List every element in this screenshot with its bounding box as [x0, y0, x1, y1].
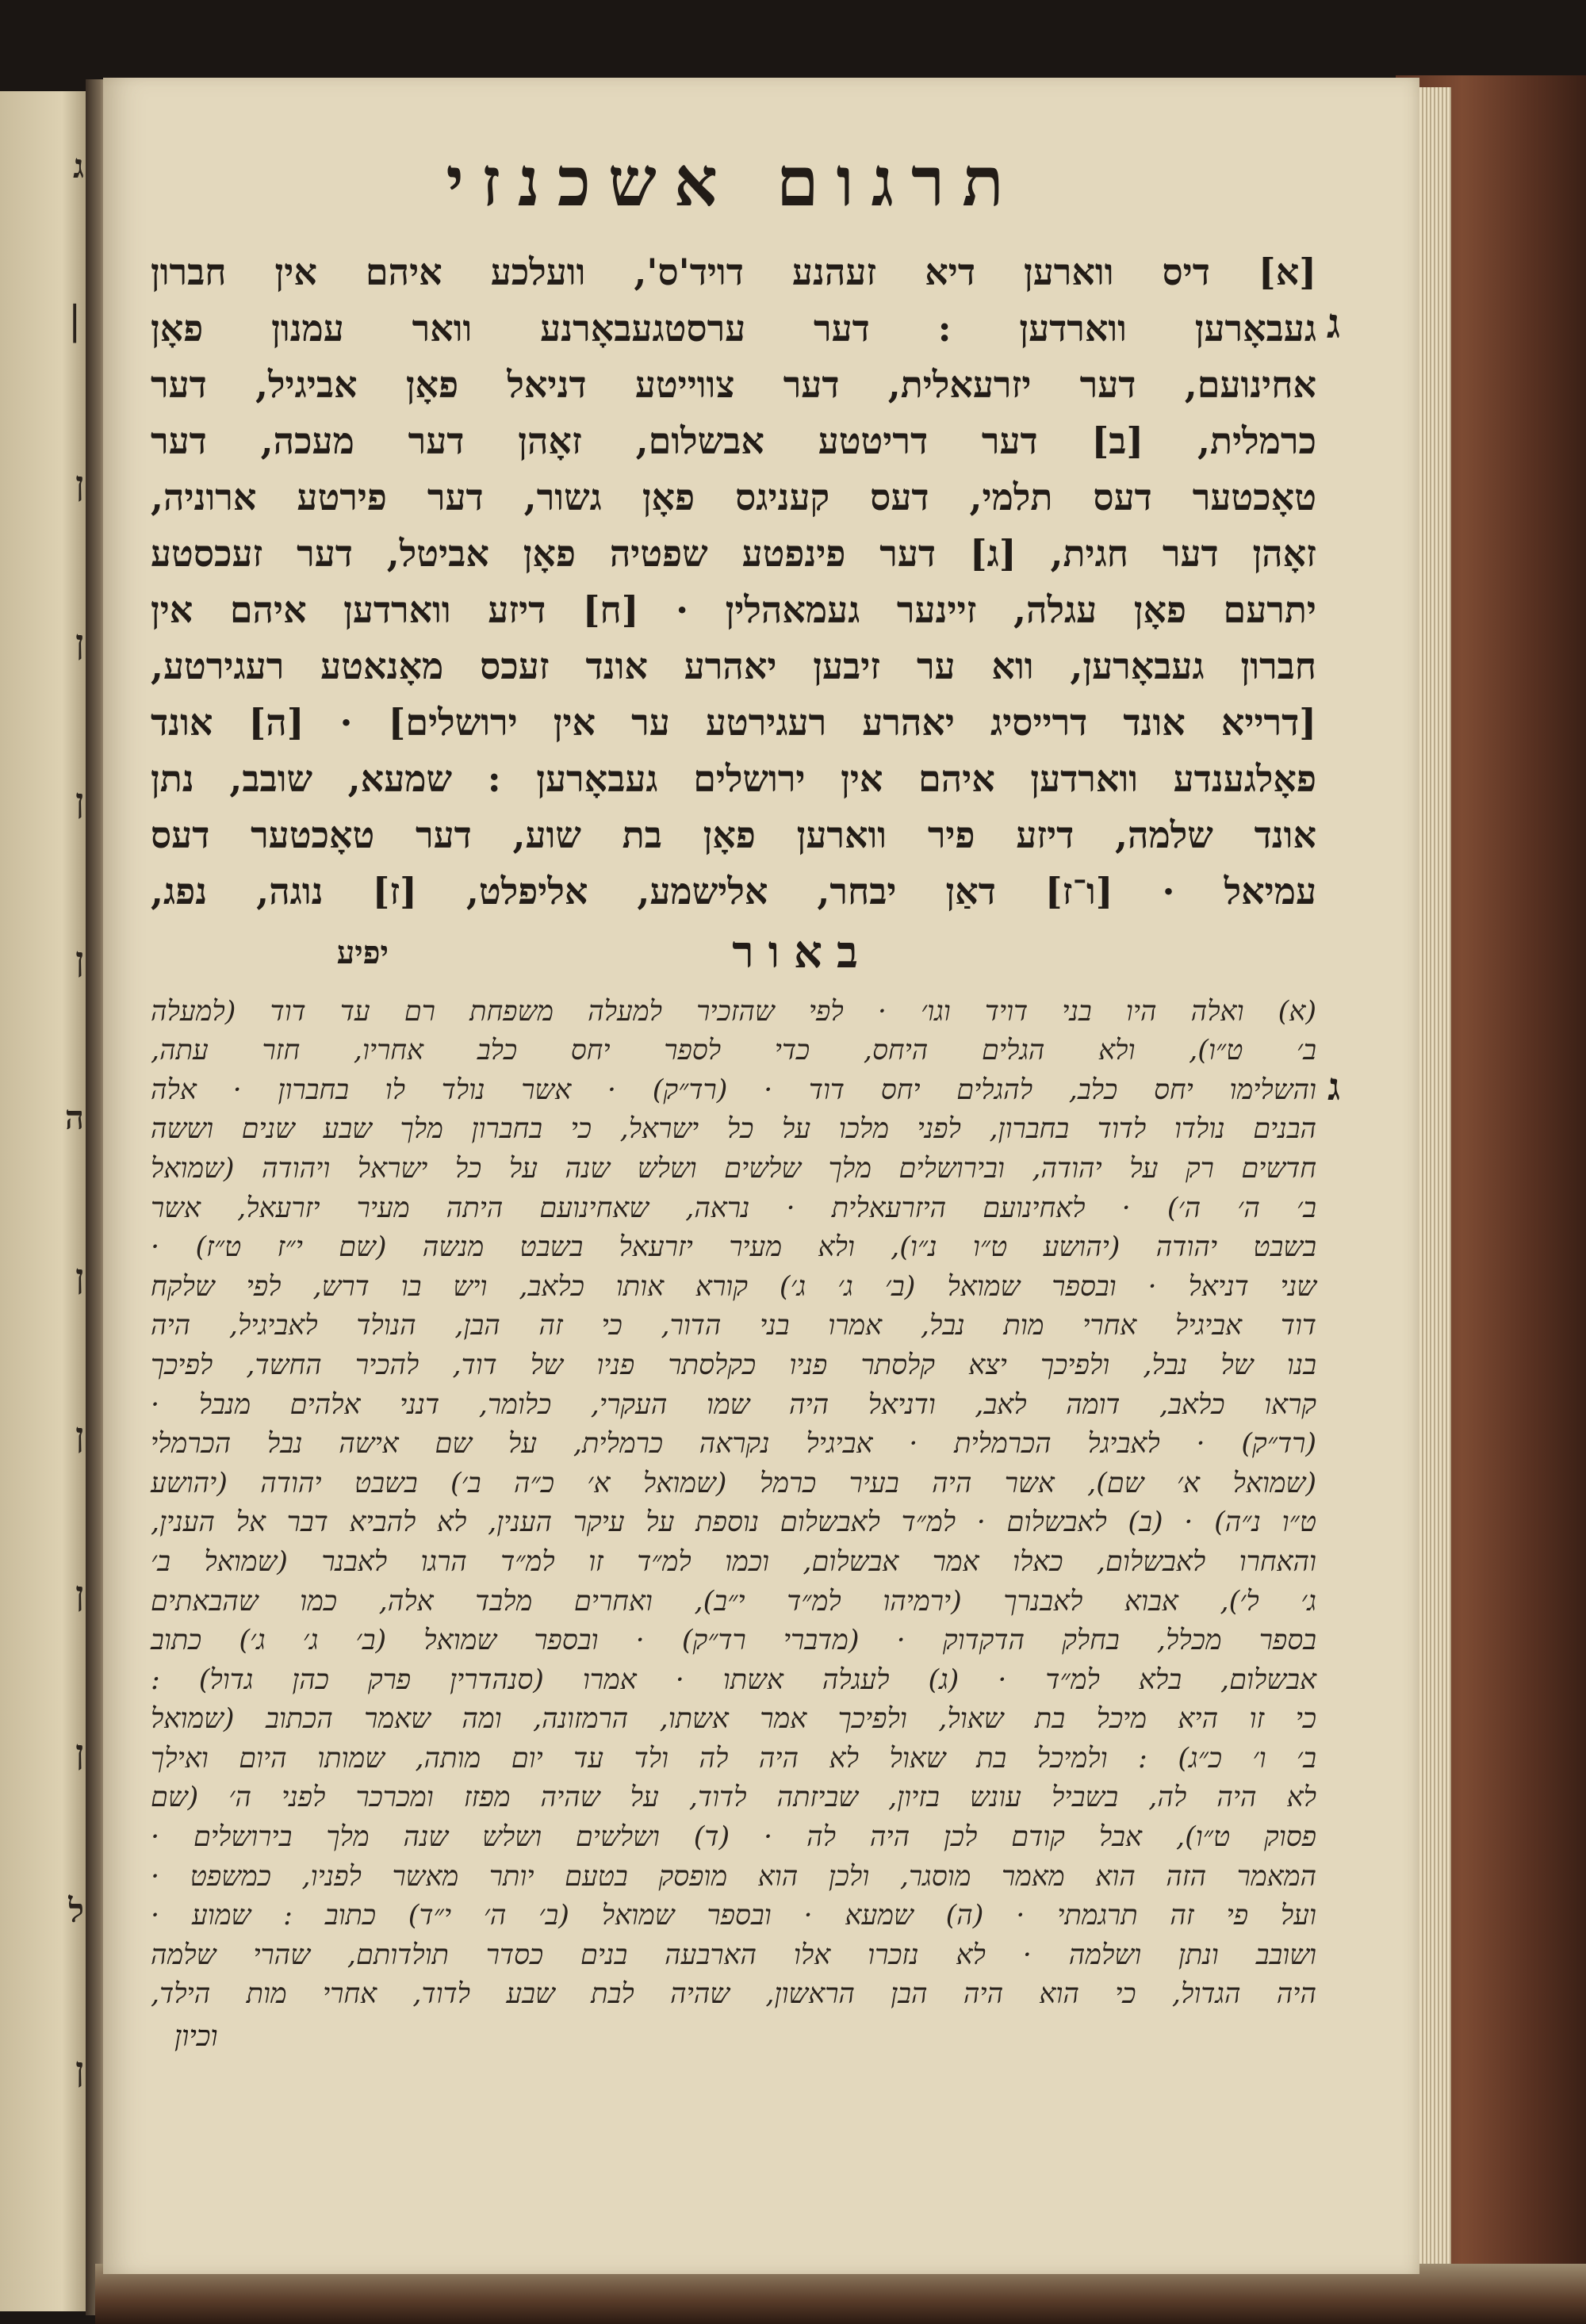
left-page-mark: ן — [75, 1415, 84, 1454]
right-page — [103, 78, 1419, 2274]
commentary-line: ג׳ ל׳), אבוא לאבנרך (ירמיהו למ״ד י״ב), ואחרים מלבד אלה, כמו שהבאתים — [151, 1585, 1316, 1618]
main-translation-text — [151, 244, 1316, 920]
main-text-line: אונד שלמה, דיזע פיר ווארען פאָן בת שוע, דער טאָכטער דעס — [151, 813, 1316, 856]
commentary-line: (שמואל א׳ שם), אשר היה בעיר כרמל (שמואל א׳ כ״ה ב׳) בשבט יהודה (יהושע — [151, 1467, 1316, 1499]
main-text-line: פאָלגענדע ווארדען איהם אין ירושלים געבאָרען : שמעא, שובב, נתן — [151, 756, 1316, 800]
commentary-chapter-mark: ג — [1327, 1065, 1340, 1109]
commentary-line: (א) ואלה היו בני דויד וגו׳ · לפי שהזכיר למעלה משפחת רם עד דוד (למעלה — [151, 995, 1316, 1028]
main-text-line: געבאָרען ווארדען : דער ערסטגעבאָרנע וואר עמנון פאָן — [151, 306, 1316, 350]
left-page-mark: ן — [75, 781, 84, 820]
commentary-line: כי זו היא מיכל בת שאול, ולפיכך אמר אשתו, הרמזונה, ומה שאמר הכתוב (שמואל — [151, 1703, 1316, 1736]
commentary-line: בספר מכלל, בחלק הדקדוק · (מדברי רד״ק) · ובספר שמואל (ב׳ ג׳ ג׳) כתוב — [151, 1625, 1316, 1657]
left-page-mark: ן — [75, 940, 84, 978]
left-page-mark: ן — [75, 464, 84, 503]
left-page-mark: ן — [75, 622, 84, 661]
main-text-line: עמיאל · [ו־ז] דאַן יבחר, אלישמע, אליפלט, [ז] נוגה, נפג, — [151, 869, 1316, 913]
commentary-line: הבנים נולדו לדוד בחברון, לפני מלכו על כל ישראל, כי בחברון מלך שבע שנים וששה — [151, 1113, 1316, 1146]
main-text-line: טאָכטער דעס תלמי, דעס קעניגס פאָן גשור, דער פירטע ארוניה, — [151, 475, 1316, 519]
left-page-mark: ן — [75, 2050, 84, 2089]
commentary-text — [151, 993, 1316, 2015]
main-text-line: יתרעם פאָן עגלה, זיינער געמאהלין · [ח] דיזע ווארדען איהם אין — [151, 588, 1316, 631]
commentary-line: המאמר הזה הוא מאמר מוסגר, ולכן הוא מופסק בטעם יותר מאשר לפניו, כמשפט · — [151, 1860, 1316, 1893]
page-header-title: תרגום אשכנזי — [446, 142, 1021, 222]
commentary-line: ב׳ ו׳ כ״ג) : ולמיכל בת שאול לא היה לה ולד עד יום מותה, שמותו היום ואילך — [151, 1742, 1316, 1775]
commentary-line: קראו כלאב, דומה לאב, ודניאל היה שמו העקרי, כלומר, דנני אלהים מנבל · — [151, 1388, 1316, 1421]
section-heading-row — [151, 926, 1316, 988]
left-page-mark: ן — [75, 1732, 84, 1771]
commentary-line: (רד״ק) · לאביגל הכרמלית · אביגיל נקראה כרמלית, על שם אישה נבל הכרמלי — [151, 1428, 1316, 1461]
main-text-line: חברון געבאָרען, ווא ער זיבען יאהרע אונד זעכס מאָנאטע רעגירטע, — [151, 644, 1316, 687]
section-title: באור — [732, 925, 872, 978]
commentary-line: בשבט יהודה (יהושע ט״ו נ״ו), ולא מעיר יזרעאל בשבט מנשה (שם י״ז ט״ז) · — [151, 1231, 1316, 1264]
left-page-mark: ג — [73, 147, 84, 186]
left-page-mark: ל — [68, 1891, 84, 1930]
main-text-line: כרמלית, [ב] דער דריטטע אבשלום, זאָהן דער מעכה, דער — [151, 419, 1316, 462]
left-page-marks — [52, 147, 84, 2208]
left-page-mark: ן — [75, 1257, 84, 1296]
left-page-mark: ׀ — [65, 305, 84, 344]
commentary-line: אבשלום, בלא למ״ד · (ג) לעגלה אשתו · אמרו (סנהדרין פרק כהן גדול) : — [151, 1664, 1316, 1696]
section-catchword: יפיע — [336, 933, 389, 971]
main-text-line: [דרייא אונד דרייסיג יאהרע רעגירטע ער אין ירושלים] · [ה] אונד — [151, 700, 1316, 744]
commentary-line: ב׳ ה׳ ה׳) · לאחינועם היזרעאלית · נראה, שאחינועם היתה מעיר יזרעאל, אשר — [151, 1192, 1316, 1224]
page-catchword: וכיון — [174, 2020, 218, 2054]
commentary-line: ושובב ונתן ושלמה · לא נזכרו אלו הארבעה בנים כסדר תולדותם, שהרי שלמה — [151, 1939, 1316, 1971]
commentary-line: והשלימו יחס כלב, להגלים יחס דוד · (רד״ק) · אשר נולד לו בחברון · אלה — [151, 1074, 1316, 1106]
left-page-mark: ה — [64, 1098, 84, 1137]
main-text-line: [א] דיס ווארען דיא זעהנע דויד'ס', וועלכע איהם אין חברון — [151, 250, 1316, 293]
chapter-mark: ג — [1326, 300, 1340, 348]
left-page-mark: ן — [75, 1574, 84, 1613]
page-content — [151, 142, 1340, 2054]
commentary-line: והאחרו לאבשלום, כאלו אמר אבשלום, וכמו למ״ד זו למ״ד הרגו לאבנר (שמואל ב׳ — [151, 1545, 1316, 1578]
left-facing-page — [0, 91, 89, 2311]
main-text-line: זאָהן דער חגית, [ג] דער פינפטע שפטיה פאָן אביטל, דער זעכסטע — [151, 531, 1316, 575]
commentary-line: לא היה לה, בשביל עונש בזיון, שביזתה לדוד, על שהיה מפזז ומכרכר לפני ה׳ (שם — [151, 1782, 1316, 1814]
commentary-line: ט״ו נ״ה) · (ב) לאבשלום · למ״ד לאבשלום נוספת על עיקר הענין, לא להביא דבר אל הענין, — [151, 1507, 1316, 1539]
main-text-line: אחינועם, דער יזרעאלית, דער צווייטע דניאל פאָן אביגיל, דער — [151, 362, 1316, 406]
commentary-line: היה הגדול, כי הוא היה הבן הראשון, שהיה לבת שבע לדוד, אחרי מות הילד, — [151, 1978, 1316, 2011]
commentary-line: ועל פי זה תרגמתי · (ה) שמעא · ובספר שמואל (ב׳ ה׳ י״ד) כתוב : שמוע · — [151, 1900, 1316, 1932]
commentary-line: ב׳ ט״ו), ולא הגלים היחס, כדי לספר יחס כלב אחריו, חזר עתה, — [151, 1035, 1316, 1067]
commentary-line: בנו של נבל, ולפיכך יצא קלסתר פניו כקלסתר פניו של דוד, להכיר החשד, לפיכך — [151, 1349, 1316, 1381]
commentary-line: דוד אביגיל אחרי מות נבל, אמרו בני הדור, כי זה הבן, הנולד לאביגיל, היה — [151, 1310, 1316, 1342]
commentary-line: פסוק ט״ו), אבל קודם לכן היה לה · (ד) ושלשים ושלש שנה מלך בירושלים · — [151, 1821, 1316, 1854]
commentary-line: שני דניאל · ובספר שמואל (ב׳ ג׳ ג׳) קורא אותו כלאב, ויש בו דרש, לפי שלקח — [151, 1270, 1316, 1303]
commentary-line: חדשים רק על יהודה, ובירושלים מלך שלשים ושלש שנה על כל ישראל ויהודה (שמואל — [151, 1152, 1316, 1185]
